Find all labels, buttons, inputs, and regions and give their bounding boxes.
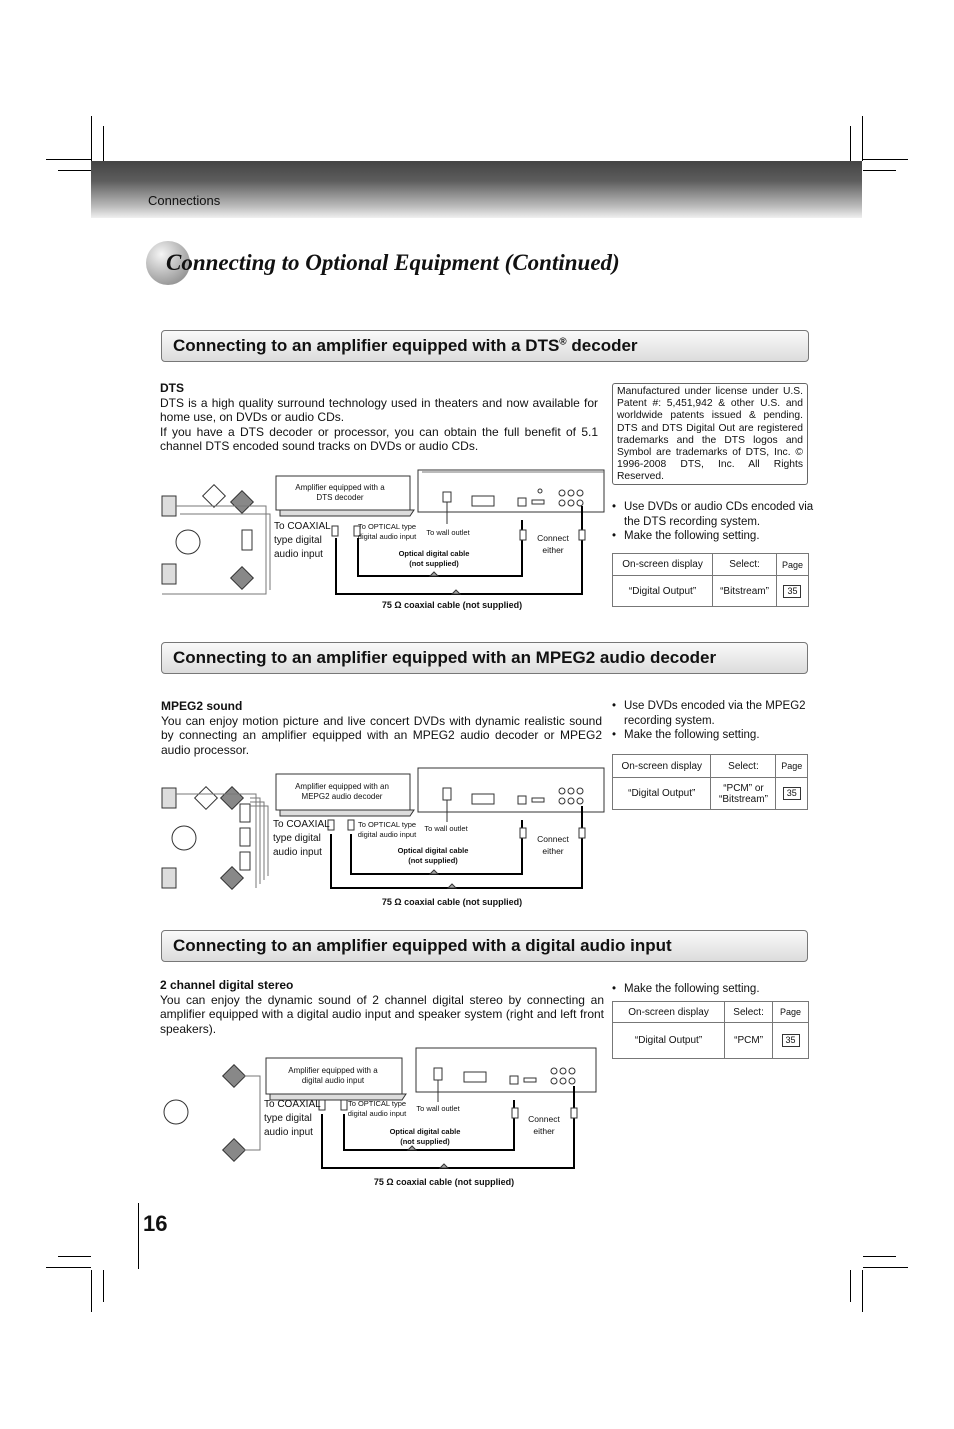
- crop-mark: [862, 116, 863, 161]
- speaker-icon: [223, 1139, 246, 1162]
- crop-mark: [46, 1267, 91, 1268]
- subwoofer-icon: [240, 852, 250, 870]
- amp-label: Amplifier equipped with a digital audio input: [288, 1066, 378, 1085]
- wall-outlet-label: To wall outlet: [416, 1104, 460, 1113]
- paragraph: You can enjoy the dynamic sound of 2 channel digital stereo by connecting an amplifier equipped with a digital audio input and speaker system (right and left front speakers).: [160, 992, 604, 1036]
- table-cell: “Digital Output”: [613, 576, 713, 607]
- dts-license-notice: Manufactured under license under U.S. Patent #: 5,451,942 & other U.S. and worldwide patents issued & pending. DTS and DTS Digital Out are registered trademarks and the DTS logos and Symbol are trademarks of DTS, Inc. © 1996-2008 DTS, Inc. All Rights Reserved.: [612, 383, 808, 485]
- speaker-icon: [162, 788, 176, 808]
- section-heading-dts: [161, 330, 809, 362]
- digital-audio-bullets: [604, 982, 819, 997]
- coax-label: To COAXIAL type digital audio input: [264, 1099, 321, 1138]
- crop-mark: [863, 170, 896, 171]
- table-cell: “PCM” or “Bitstream”: [711, 778, 776, 810]
- header-label: Connections: [148, 193, 221, 208]
- page-number-rule: [138, 1203, 139, 1269]
- list-item: • Make the following setting.: [614, 529, 819, 544]
- crop-mark: [863, 1256, 896, 1257]
- crop-mark: [863, 159, 908, 160]
- connect-either-label: Connect either: [528, 1114, 560, 1136]
- speaker-icon: [195, 787, 218, 810]
- mpeg2-setting-table: [612, 754, 808, 810]
- table-header: On-screen display: [613, 755, 711, 778]
- dts-bullets: [604, 500, 819, 544]
- table-cell: “Digital Output”: [613, 778, 711, 810]
- paragraph: If you have a DTS decoder or processor, you can obtain the full benefit of 5.1 channel DTS encoded sound tracks on DVDs or audio CDs.: [160, 424, 598, 453]
- crop-mark: [58, 170, 91, 171]
- heading-text: Connecting to an amplifier equipped with a digital audio input: [173, 936, 672, 955]
- header-band: [91, 161, 862, 218]
- dts-setting-table: [612, 553, 809, 607]
- optical-label: To OPTICAL type digital audio input: [357, 522, 417, 541]
- optical-cable-label: Optical digital cable (not supplied): [398, 549, 470, 568]
- subwoofer-icon: [240, 828, 250, 846]
- dts-description: [160, 381, 598, 454]
- table-cell: “PCM”: [725, 1023, 773, 1059]
- heading-text: Connecting to an amplifier equipped with an MPEG2 audio decoder: [173, 648, 717, 667]
- subhead: 2 channel digital stereo: [160, 978, 294, 992]
- paragraph: You can enjoy motion picture and live concert DVDs with dynamic realistic sound by connecting an amplifier equipped with an MPEG2 audio decoder or MPEG2 audio processor.: [161, 713, 602, 757]
- table-cell: “Bitstream”: [713, 576, 777, 607]
- digital-audio-setting-table: [612, 1001, 809, 1059]
- digital-stereo-description: [160, 978, 604, 1036]
- paragraph: DTS is a high quality surround technology used in theaters and now available for home use, on DVDs or audio CDs.: [160, 395, 598, 424]
- crop-mark: [850, 1270, 851, 1302]
- wall-outlet-label: To wall outlet: [424, 824, 468, 833]
- mpeg2-bullets: [604, 699, 819, 743]
- subhead: MPEG2 sound: [161, 699, 243, 713]
- table-header: On-screen display: [613, 554, 713, 576]
- list-item: • Use DVDs or audio CDs encoded via the DTS recording system.: [614, 500, 819, 529]
- speaker-icon: [162, 868, 176, 888]
- crop-mark: [862, 1270, 863, 1312]
- crop-mark: [46, 159, 91, 160]
- coax-cable-label: 75 Ω coaxial cable (not supplied): [381, 600, 523, 610]
- list-item: • Use DVDs encoded via the MPEG2 recording system.: [614, 699, 819, 728]
- coax-cable-label: 75 Ω coaxial cable (not supplied): [381, 897, 523, 907]
- subhead: DTS: [160, 381, 184, 395]
- listener-icon: [176, 530, 200, 554]
- section-heading-digital-audio: [161, 930, 808, 962]
- dvd-player-icon: [418, 470, 604, 512]
- coax-label: To COAXIAL type digital audio input: [273, 819, 330, 858]
- table-header: Page: [773, 1002, 809, 1023]
- list-item: • Make the following setting.: [614, 728, 819, 743]
- crop-mark: [91, 1270, 92, 1312]
- mpeg2-description: [161, 699, 602, 757]
- table-header: Select:: [711, 755, 776, 778]
- listener-icon: [164, 1100, 188, 1124]
- page-number: 16: [143, 1211, 168, 1236]
- table-header: On-screen display: [613, 1002, 725, 1023]
- page-title: Connecting to Optional Equipment (Continued): [166, 250, 620, 275]
- table-cell: “Digital Output”: [613, 1023, 725, 1059]
- table-header: Page: [776, 755, 808, 778]
- amp-label: Amplifier equipped with a DTS decoder: [295, 483, 385, 502]
- page-ref-icon: 35: [783, 585, 801, 598]
- speaker-icon: [223, 1065, 246, 1088]
- connect-either-label: Connect either: [537, 834, 569, 856]
- crop-mark: [850, 126, 851, 161]
- amp-label: Amplifier equipped with an MEPG2 audio decoder: [295, 782, 389, 801]
- crop-mark: [91, 116, 92, 161]
- page-ref-icon: 35: [782, 1034, 800, 1047]
- speaker-icon: [231, 567, 254, 590]
- page-ref-icon: 35: [783, 787, 801, 800]
- speaker-icon: [203, 485, 226, 508]
- heading-text: decoder: [566, 336, 638, 355]
- subwoofer-icon: [240, 804, 250, 822]
- listener-icon: [172, 826, 196, 850]
- optical-label: To OPTICAL type digital audio input: [357, 820, 417, 839]
- connect-either-label: Connect either: [537, 533, 569, 555]
- speaker-icon: [162, 564, 176, 584]
- table-header: Page: [776, 554, 808, 576]
- crop-mark: [103, 1270, 104, 1302]
- heading-text: Connecting to an amplifier equipped with a DTS: [173, 336, 560, 355]
- optical-cable-label: Optical digital cable (not supplied): [389, 1127, 461, 1146]
- list-item: • Make the following setting.: [614, 982, 819, 997]
- table-header: Select:: [725, 1002, 773, 1023]
- crop-mark: [58, 1256, 91, 1257]
- coax-cable-label: 75 Ω coaxial cable (not supplied): [373, 1177, 515, 1187]
- subwoofer-icon: [242, 530, 252, 550]
- optical-cable-label: Optical digital cable (not supplied): [397, 846, 469, 865]
- table-header: Select:: [713, 554, 777, 576]
- crop-mark: [103, 126, 104, 161]
- coax-label: To COAXIAL type digital audio input: [274, 521, 331, 560]
- speaker-icon: [231, 491, 254, 514]
- optical-label: To OPTICAL type digital audio input: [347, 1099, 407, 1118]
- registered-mark: ®: [559, 336, 567, 348]
- speaker-icon: [162, 496, 176, 516]
- crop-mark: [863, 1267, 908, 1268]
- section-heading-mpeg2: [161, 642, 808, 674]
- wall-outlet-label: To wall outlet: [426, 528, 470, 537]
